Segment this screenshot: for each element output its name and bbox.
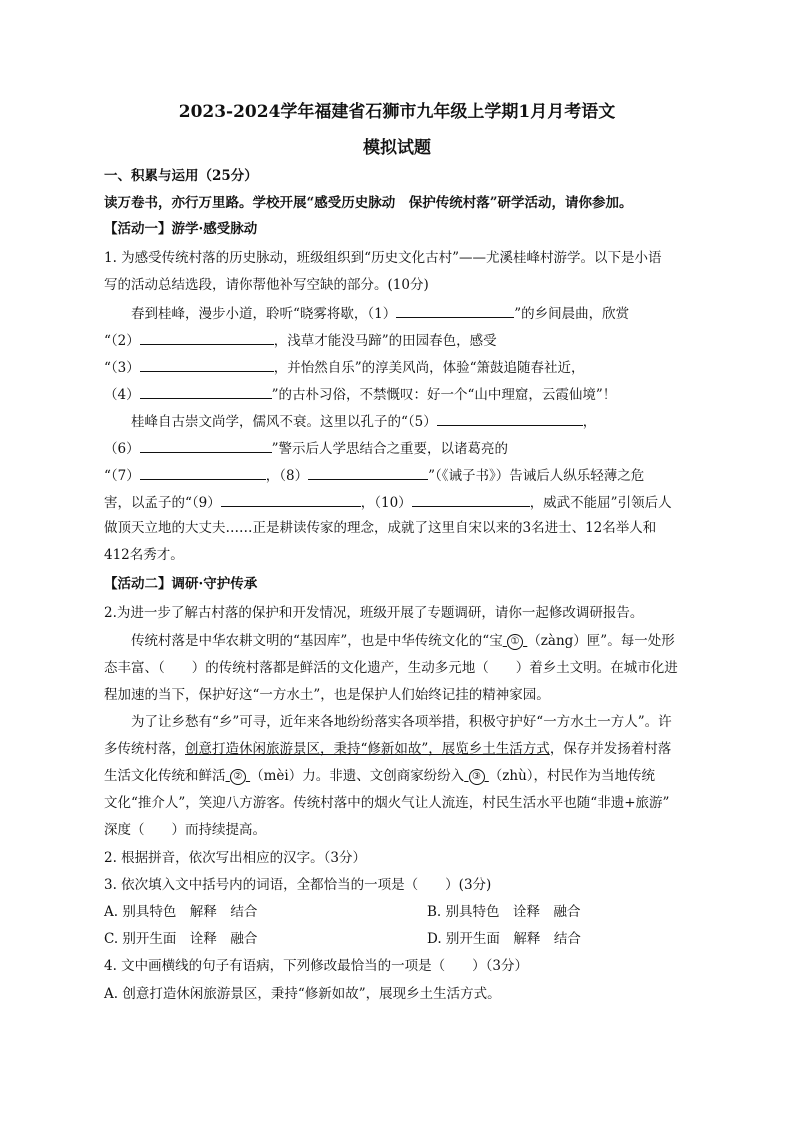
- intro-text: 读万卷书，亦行万里路。学校开展“感受历史脉动 保护传统村落”研学活动，请你参加。: [104, 195, 633, 211]
- question-4-option-a[interactable]: A. 创意打造休闲旅游景区，秉持“修新如故”，展现乡土生活方式。: [104, 986, 501, 1002]
- pinyin-blank-1: [503, 633, 528, 649]
- blank-1[interactable]: [396, 303, 514, 318]
- report-text: （zhù），村民作为当地传统: [488, 768, 656, 784]
- passage-text: 桂峰自古崇文尚学，儒风不衰。这里以孔子的“（5）: [131, 414, 437, 430]
- pinyin-blank-2: [226, 768, 251, 784]
- blank-8[interactable]: [308, 465, 428, 480]
- passage-text: ”的乡间晨曲，欣赏: [514, 306, 630, 322]
- circled-number: ①: [507, 634, 523, 650]
- report-text: ，保存并发扬着村落: [549, 741, 672, 757]
- report-line: [104, 740, 671, 758]
- question-3-stem: 3. 依次填入文中括号内的词语，全都恰当的一项是（ ）(3分): [104, 877, 492, 893]
- report-text: 多传统村落，: [104, 741, 185, 757]
- passage-text: “（3）: [104, 360, 140, 376]
- blank-4[interactable]: [140, 384, 272, 399]
- question-2-stem: 2.为进一步了解古村落的保护和开发情况，班级开展了专题调研，请你一起修改调研报告。: [104, 605, 644, 621]
- passage-line: [104, 330, 497, 350]
- passage-text: 害，以孟子的“（9）: [104, 495, 221, 511]
- pinyin-blank-3: [464, 768, 489, 784]
- section-heading: 一、积累与运用（25分）: [104, 168, 258, 184]
- blank-7[interactable]: [140, 465, 266, 480]
- passage-text: （6）: [104, 441, 140, 457]
- report-text: （zàng）匣”。每一处形: [527, 633, 675, 649]
- question-4-stem: 4. 文中画横线的句子有语病，下列修改最恰当的一项是（ ）（3分）: [104, 958, 529, 974]
- passage-line: 做顶天立地的大丈夫……正是耕读传家的理念，成就了这里自宋以来的3名进士、12名举人和: [104, 520, 657, 536]
- underlined-sentence: 创意打造休闲旅游景区，秉持“修新如故”，展览乡土生活方式: [185, 741, 550, 757]
- blank-10[interactable]: [412, 492, 530, 507]
- blank-5[interactable]: [437, 411, 583, 426]
- question-1-stem: 1. 为感受传统村落的历史脉动，班级组织到“历史文化古村”——尤溪桂峰村游学。以下是小语: [104, 250, 662, 266]
- passage-line: [104, 384, 616, 404]
- passage-text: ，（8）: [265, 468, 309, 484]
- report-text: （mèi）力。非遗、文创商家纷纷入: [250, 768, 465, 784]
- blank-2[interactable]: [140, 330, 274, 345]
- passage-text: ”警示后人学思结合之重要，以诸葛亮的: [271, 441, 508, 457]
- option-b[interactable]: B. 别具特色 诠释 融合: [427, 904, 581, 920]
- passage-line: 412名秀才。: [104, 547, 184, 563]
- passage-text: ，（10）: [360, 495, 412, 511]
- activity-one-heading: 【活动一】游学·感受脉动: [104, 221, 258, 237]
- circled-number: ②: [230, 769, 246, 785]
- passage-text: ”的古朴习俗，不禁慨叹：好一个“山中理窟，云霞仙境”！: [271, 387, 617, 403]
- passage-line: [131, 303, 629, 323]
- question-1-stem-cont: 写的活动总结选段，请你帮他补写空缺的部分。(10分): [104, 277, 429, 293]
- activity-two-heading: 【活动二】调研·守护传承: [104, 576, 258, 592]
- passage-line: [104, 492, 672, 512]
- passage-text: “（7）: [104, 468, 140, 484]
- passage-text: （4）: [104, 387, 140, 403]
- report-line: 深度（ ）而持续提高。: [104, 822, 266, 838]
- report-line: 态丰富、（ ）的传统村落都是鲜活的文化遗产，生动多元地（ ）着乡土文明。在城市化进: [104, 660, 678, 676]
- passage-text: ，并怡然自乐”的淳美风尚，体验“箫鼓追随春社近，: [273, 360, 585, 376]
- report-line: [104, 767, 655, 785]
- passage-text: “（2）: [104, 333, 140, 349]
- option-c[interactable]: C. 别开生面 诠释 融合: [104, 931, 258, 947]
- passage-text: ，: [582, 414, 597, 430]
- blank-3[interactable]: [140, 357, 274, 372]
- document-title: 2023-2024学年福建省石狮市九年级上学期1月月考语文: [178, 102, 616, 122]
- blank-9[interactable]: [221, 492, 361, 507]
- passage-text: 春到桂峰，漫步小道，聆听“晓雾将歇，（1）: [131, 306, 397, 322]
- passage-text: ”（《诫子书》）告诫后人纵乐轻薄之危: [428, 468, 645, 484]
- passage-text: ，威武不能屈”引领后人: [529, 495, 672, 511]
- passage-line: [131, 411, 596, 431]
- report-text: 生活文化传统和鲜活: [104, 768, 226, 784]
- option-d[interactable]: D. 别开生面 解释 结合: [427, 931, 581, 947]
- passage-text: ，浅草才能没马蹄”的田园春色，感受: [273, 333, 497, 349]
- question-2-sub: 2. 根据拼音，依次写出相应的汉字。（3分）: [104, 850, 367, 866]
- document-subtitle: 模拟试题: [363, 138, 431, 158]
- passage-line: [104, 357, 585, 377]
- passage-line: [104, 465, 644, 485]
- option-a[interactable]: A. 别具特色 解释 结合: [104, 904, 258, 920]
- blank-6[interactable]: [140, 438, 272, 453]
- circled-number: ③: [469, 769, 485, 785]
- report-line: 程加速的当下，保护好这“一方水土”，也是保护人们始终记挂的精神家园。: [104, 687, 550, 703]
- report-text: 传统村落是中华农耕文明的“基因库”，也是中华传统文化的“宝: [131, 633, 503, 649]
- report-line: [131, 632, 675, 650]
- report-line: 文化“推介人”，笑迎八方游客。传统村落中的烟火气让人流连，村民生活水平也随“非遗+旅游”: [104, 795, 670, 811]
- passage-line: [104, 438, 508, 458]
- report-line: 为了让乡愁有“乡”可寻，近年来各地纷纷落实各项举措，积极守护好“一方水土一方人”。许: [131, 714, 672, 730]
